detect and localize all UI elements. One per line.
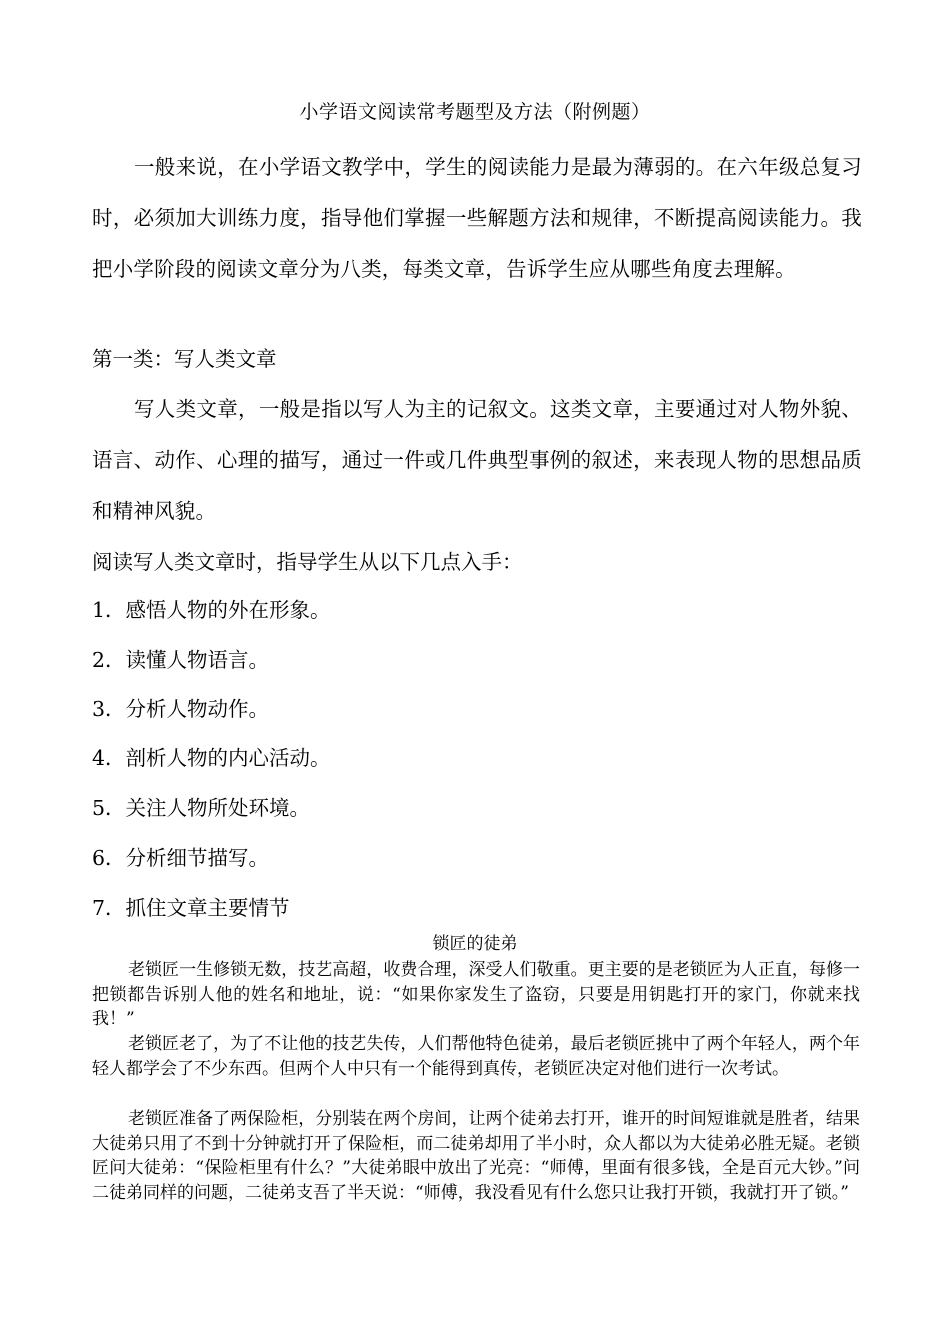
point-item: 3．分析人物动作。 [92,697,270,721]
point-item: 1．感悟人物的外在形象。 [92,598,331,622]
section-description: 写人类文章，一般是指以写人为主的记叙文。这类文章，主要通过对人物外貌、语言、动作、心理的描写，通过一件或几件典型事例的叙述，来表现人物的思想品质和精神风貌。 [92,397,862,523]
document-title: 小学语文阅读常考题型及方法（附例题） [299,101,651,123]
story-paragraph: 老锁匠准备了两保险柜，分别装在两个房间，让两个徒弟去打开，谁开的时间短谁就是胜者，结果大徒弟只用了不到十分钟就打开了保险柜，而二徒弟却用了半小时，众人都以为大徒弟必胜无疑。老锁匠问大徒弟：“保险柜里有什么？”大徒弟眼中放出了光亮：“师傅，里面有很多钱，全是百元大钞。”问二徒弟同样的问题，二徒弟支吾了半天说：“师傅，我没看见有什么您只让我打开锁，我就打开了锁。” [92,1109,860,1203]
point-item: 5．关注人物所处环境。 [92,796,311,820]
section-heading: 第一类：写人类文章 [92,347,277,371]
story-paragraph: 老锁匠老了，为了不让他的技艺失传，人们帮他特色徒弟，最后老锁匠挑中了两个年轻人，两个年轻人都学会了不少东西。但两个人中只有一个能得到真传，老锁匠决定对他们进行一次考试。 [92,1034,860,1079]
point-item: 6．分析细节描写。 [92,846,270,870]
point-item: 4．剖析人物的内心活动。 [92,746,331,770]
point-item: 7．抓住文章主要情节 [92,896,290,920]
story-paragraph: 老锁匠一生修锁无数，技艺高超，收费合理，深受人们敬重。更主要的是老锁匠为人正直，每修一把锁都告诉别人他的姓名和地址，说：“如果你家发生了盗窃，只要是用钥匙打开的家门，你就来找我！” [92,960,860,1030]
intro-paragraph: 一般来说，在小学语文教学中，学生的阅读能力是最为薄弱的。在六年级总复习时，必须加大训练力度，指导他们掌握一些解题方法和规律，不断提高阅读能力。我把小学阶段的阅读文章分为八类，每类文章，告诉学生应从哪些角度去理解。 [92,155,862,281]
point-item: 2．读懂人物语言。 [92,648,270,672]
story-title: 锁匠的徒弟 [432,934,518,954]
guide-line: 阅读写人类文章时，指导学生从以下几点入手： [92,550,523,574]
